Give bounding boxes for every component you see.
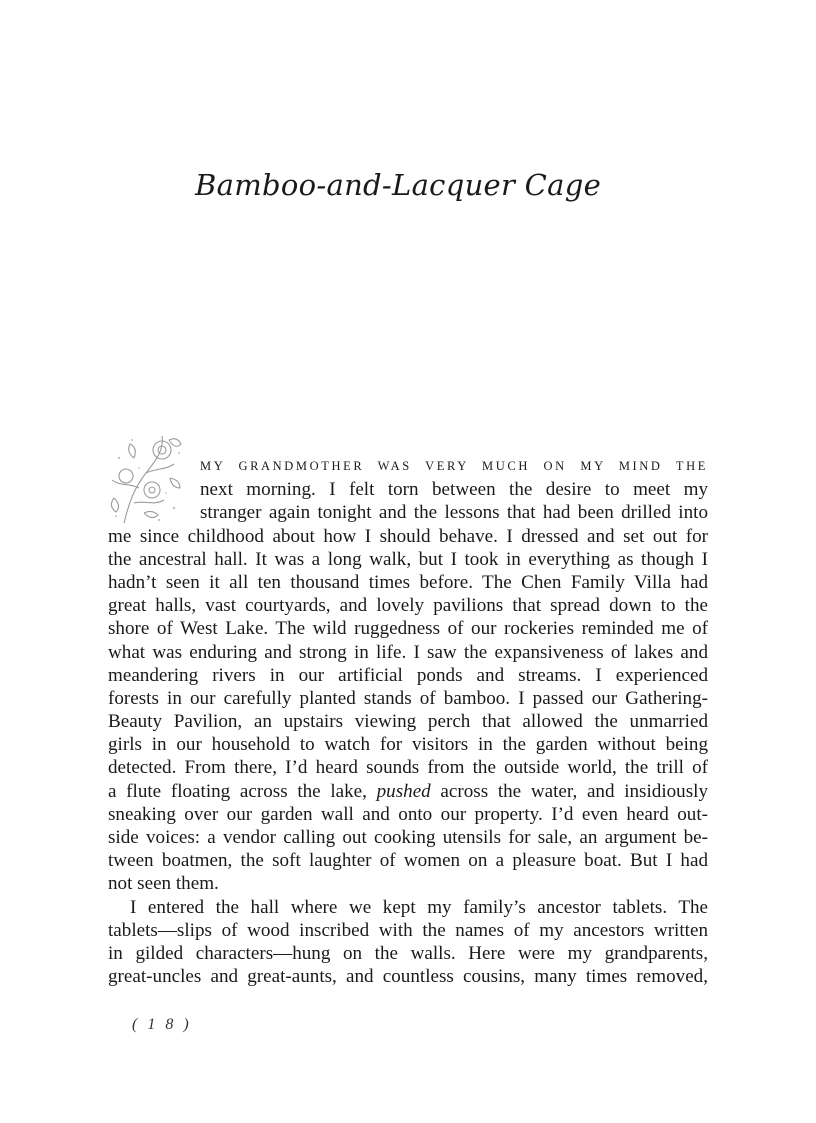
- paragraph-start-line: I entered the hall where we kept my family’s ancestor tablets. The: [130, 896, 708, 918]
- text-line: Beauty Pavilion, an upstairs viewing perch that allowed the unmarried: [108, 711, 708, 733]
- body-text: [108, 455, 708, 988]
- text-line: sneaking over our garden wall and onto our property. I’d even heard out-: [108, 803, 708, 825]
- text-line: great halls, vast courtyards, and lovely pavilions that spread down to the: [108, 595, 708, 617]
- text-line: tablets—slips of wood inscribed with the names of my ancestors written: [108, 919, 708, 941]
- text-segment: across the water, and insidiously: [440, 780, 709, 802]
- text-line: what was enduring and strong in life. I saw the expansiveness of lakes and: [108, 641, 708, 663]
- text-line: in gilded characters—hung on the walls. Here were my grandparents,: [108, 942, 708, 964]
- text-line: forests in our carefully planted stands of bamboo. I passed our Gathering-: [108, 687, 708, 709]
- text-line: side voices: a vendor calling out cooking utensils for sale, an argument be-: [108, 827, 708, 848]
- italic-word: pushed: [376, 780, 431, 802]
- text-line: shore of West Lake. The wild ruggedness of our rockeries reminded me of: [108, 618, 708, 640]
- opening-line: MY GRANDMOTHER WAS VERY MUCH ON MY MIND THE: [200, 459, 708, 473]
- text-line: detected. From there, I’d heard sounds from the outside world, the trill of: [108, 757, 708, 779]
- text-line: next morning. I felt torn between the desire to meet my: [200, 479, 708, 501]
- text-line: great-uncles and great-aunts, and countless cousins, many times removed,: [108, 966, 708, 988]
- text-line: tween boatmen, the soft laughter of women on a pleasure boat. But I had: [108, 850, 708, 872]
- text-line: stranger again tonight and the lessons that had been drilled into: [200, 502, 708, 524]
- text-line: girls in our household to watch for visitors in the garden without being: [108, 734, 708, 756]
- text-line: not seen them.: [108, 873, 219, 895]
- text-line-with-italic: [108, 780, 708, 803]
- text-line: hadn’t seen it all ten thousand times before. The Chen Family Villa had: [108, 571, 708, 593]
- text-line: the ancestral hall. It was a long walk, but I took in everything as though I: [108, 548, 708, 570]
- text-line: me since childhood about how I should behave. I dressed and set out for: [108, 525, 708, 547]
- text-line: meandering rivers in our artificial ponds and streams. I experienced: [108, 664, 708, 686]
- chapter-title: Bamboo-and-Lacquer Cage: [195, 168, 602, 202]
- page-number: ( 1 8 ): [132, 1016, 192, 1033]
- text-segment: a flute floating across the lake,: [108, 780, 367, 802]
